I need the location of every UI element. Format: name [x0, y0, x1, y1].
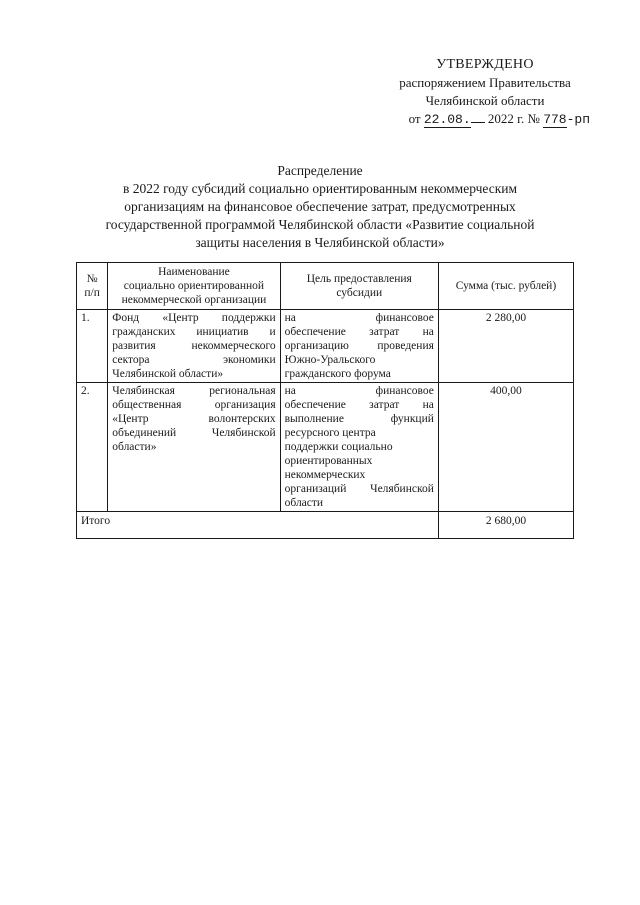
approval-number: 778 [543, 112, 567, 127]
row-org-name: Фонд «Центр поддержки гражданских инициатив и развития некоммерческого сектора экономики Челябинской области» [108, 310, 280, 383]
header-goal: Цель предоставления субсидии [280, 263, 438, 310]
row-goal: на финансовое обеспечение затрат на организацию проведения Южно-Уральского гражданского форума [280, 310, 438, 383]
table-row [77, 310, 574, 383]
row-num: 2. [77, 383, 108, 512]
table-header-row [77, 263, 574, 310]
row-sum: 400,00 [438, 383, 573, 512]
heading-line: организациям на финансовое обеспечение затрат, предусмотренных [124, 199, 516, 214]
heading-line: государственной программой Челябинской области «Развитие социальной [105, 217, 535, 232]
approval-year: 2022 г. № [487, 111, 540, 126]
header-name: Наименование социально ориентированной некоммерческой организации [108, 263, 280, 310]
row-org-name: Челябинская региональная общественная организация «Центр волонтерских объединений Челябинской области» [108, 383, 280, 512]
approval-date: 22.08. [423, 112, 471, 127]
table-total-row [77, 512, 574, 539]
header-sum: Сумма (тыс. рублей) [438, 263, 573, 310]
approval-date-line [380, 110, 590, 129]
date-gap [471, 110, 485, 123]
heading-line: Распределение [277, 163, 363, 178]
total-sum: 2 680,00 [438, 512, 573, 539]
approval-stamp [380, 56, 590, 129]
approval-line-2: Челябинской области [425, 93, 545, 108]
approval-title: УТВЕРЖДЕНО [436, 57, 534, 72]
document-heading [90, 162, 550, 252]
date-prefix: от [408, 111, 421, 126]
total-label: Итого [77, 512, 439, 539]
row-goal: на финансовое обеспечение затрат на выполнение функций ресурсного центра поддержки социально ориентированных некоммерческих организаций Челябинской области [280, 383, 438, 512]
row-sum: 2 280,00 [438, 310, 573, 383]
header-num: № п/п [77, 263, 108, 310]
table-row [77, 383, 574, 512]
heading-line: в 2022 году субсидий социально ориентированным некоммерческим [122, 181, 518, 196]
row-num: 1. [77, 310, 108, 383]
subsidy-table [76, 262, 574, 539]
approval-number-suffix: -рп [566, 112, 590, 127]
approval-line-1: распоряжением Правительства [399, 75, 571, 90]
heading-line: защиты населения в Челябинской области» [195, 235, 445, 250]
